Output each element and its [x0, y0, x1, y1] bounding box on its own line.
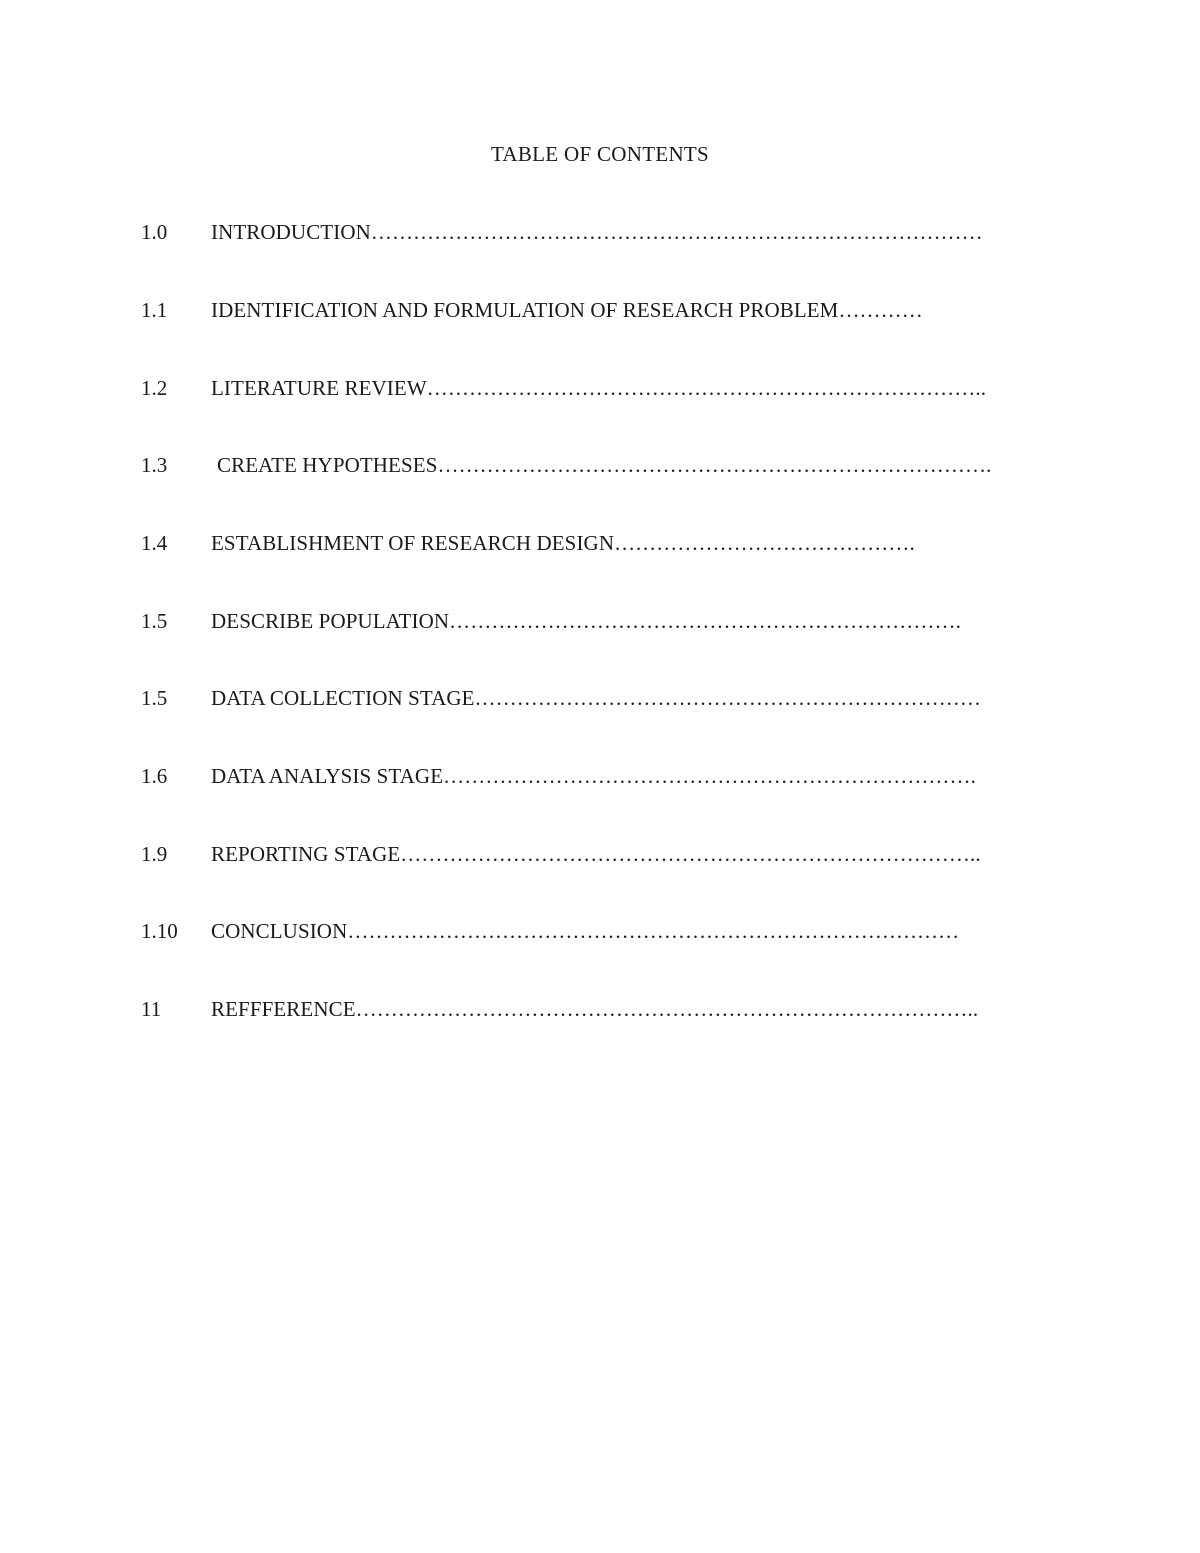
- toc-entry-title: IDENTIFICATION AND FORMULATION OF RESEARCH PROBLEM…………: [211, 298, 923, 322]
- toc-entry: [0, 531, 1200, 561]
- toc-entry-title: CONCLUSION……………………………………………………………………………: [211, 919, 960, 943]
- toc-entry: [0, 453, 1200, 483]
- toc-entry-number: 1.10: [141, 919, 178, 943]
- toc-entry: [0, 997, 1200, 1027]
- toc-entry: [0, 842, 1200, 872]
- toc-entry-number: 1.5: [141, 609, 168, 633]
- toc-entry-title: ESTABLISHMENT OF RESEARCH DESIGN…………………………………….: [211, 531, 915, 555]
- toc-entry-title: REPORTING STAGE………………………………………………………………………..: [211, 842, 981, 866]
- toc-entry: [0, 609, 1200, 639]
- toc-entry: [0, 919, 1200, 949]
- toc-entry-number: 1.9: [141, 842, 168, 866]
- toc-entry-title: CREATE HYPOTHESES…………………………………………………………………….: [217, 453, 992, 477]
- toc-entry-number: 1.0: [141, 220, 168, 244]
- toc-entry-title: REFFFERENCE……………………………………………………………………………..: [211, 997, 979, 1021]
- toc-entry-title: DESCRIBE POPULATION……………………………………………………………….: [211, 609, 961, 633]
- toc-entry-number: 1.5: [141, 686, 168, 710]
- toc-entry: [0, 686, 1200, 716]
- toc-entry: [0, 220, 1200, 250]
- toc-entry-number: 1.3: [141, 453, 168, 477]
- toc-entry: [0, 376, 1200, 406]
- toc-entry-number: 11: [141, 997, 162, 1021]
- toc-entry-number: 1.4: [141, 531, 168, 555]
- toc-entry-title: LITERATURE REVIEW……………………………………………………………………..: [211, 376, 987, 400]
- toc-entry: [0, 298, 1200, 328]
- page-title: TABLE OF CONTENTS: [490, 142, 710, 166]
- toc-entry-title: DATA ANALYSIS STAGE………………………………………………………………….: [211, 764, 976, 788]
- toc-entry-title: DATA COLLECTION STAGE………………………………………………………………: [211, 686, 981, 710]
- toc-entry-number: 1.1: [141, 298, 168, 322]
- toc-entry-title: INTRODUCTION……………………………………………………………………………: [211, 220, 983, 244]
- toc-entry: [0, 764, 1200, 794]
- toc-entry-number: 1.2: [141, 376, 168, 400]
- toc-entry-number: 1.6: [141, 764, 168, 788]
